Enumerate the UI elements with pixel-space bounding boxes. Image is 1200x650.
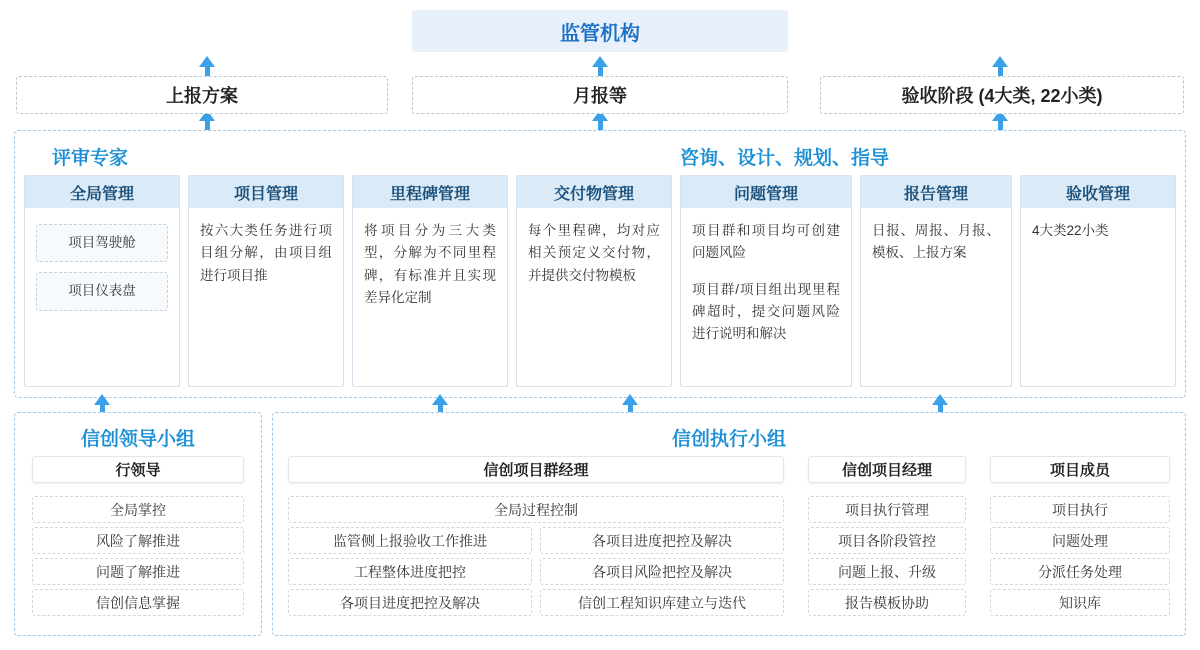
column-paragraph: 日报、周报、月报、模板、上报方案 xyxy=(872,223,1000,261)
column-deliverable-management xyxy=(516,175,672,387)
regulator-box: 监管机构 xyxy=(412,10,788,52)
column-paragraph: 项目群/项目组出现里程碑超时，提交问题风险进行说明和解决 xyxy=(692,281,840,342)
pill-item: 项目仪表盘 xyxy=(36,272,168,310)
column-paragraph: 4大类22小类 xyxy=(1032,223,1109,238)
column-head: 里程碑管理 xyxy=(353,176,507,208)
column-paragraph: 项目群和项目均可创建问题风险 xyxy=(692,223,840,261)
lead-item: 风险了解推进 xyxy=(32,527,244,554)
exec-group-title: 信创执行小组 xyxy=(671,429,786,450)
column-body xyxy=(517,208,671,287)
report-box-monthly: 月报等 xyxy=(412,76,788,114)
arrow-head-col-3 xyxy=(622,394,638,405)
column-global-management xyxy=(24,175,180,387)
column-paragraph: 将项目分为三大类型，分解为不同里程碑，有标准并且实现差异化定制 xyxy=(364,223,496,305)
pill-item: 项目驾驶舱 xyxy=(36,224,168,262)
column-project-management xyxy=(188,175,344,387)
column-head: 交付物管理 xyxy=(517,176,671,208)
project-manager-item: 项目执行管理 xyxy=(808,496,966,523)
report-box-plan: 上报方案 xyxy=(16,76,388,114)
column-issue-management xyxy=(680,175,852,387)
report-box-acceptance: 验收阶段 (4大类, 22小类) xyxy=(820,76,1184,114)
lead-item: 全局掌控 xyxy=(32,496,244,523)
column-acceptance-management xyxy=(1020,175,1176,387)
consult-band-label: 咨询、设计、规划、指导 xyxy=(680,148,890,169)
program-manager-item: 各项目进度把控及解决 xyxy=(288,589,532,616)
program-manager-item: 工程整体进度把控 xyxy=(288,558,532,585)
project-manager-item: 项目各阶段管控 xyxy=(808,527,966,554)
lead-group-header: 行领导 xyxy=(32,456,244,483)
project-manager-item: 问题上报、升级 xyxy=(808,558,966,585)
program-manager-wide-item: 全局过程控制 xyxy=(288,496,784,523)
member-header: 项目成员 xyxy=(990,456,1170,483)
arrow-head-col-2 xyxy=(432,394,448,405)
column-body xyxy=(25,208,179,311)
member-item: 知识库 xyxy=(990,589,1170,616)
column-paragraph: 每个里程碑，均对应相关预定义交付物，并提供交付物模板 xyxy=(528,223,660,283)
program-manager-header: 信创项目群经理 xyxy=(288,456,784,483)
column-head: 验收管理 xyxy=(1021,176,1175,208)
column-head: 项目管理 xyxy=(189,176,343,208)
program-manager-item: 信创工程知识库建立与迭代 xyxy=(540,589,784,616)
member-item: 分派任务处理 xyxy=(990,558,1170,585)
arrow-head-up-0 xyxy=(199,56,215,67)
program-manager-item: 监管侧上报验收工作推进 xyxy=(288,527,532,554)
column-head: 全局管理 xyxy=(25,176,179,208)
lead-item: 信创信息掌握 xyxy=(32,589,244,616)
column-body xyxy=(1021,208,1175,242)
lead-group-title: 信创领导小组 xyxy=(80,429,195,450)
column-body xyxy=(353,208,507,309)
column-head: 问题管理 xyxy=(681,176,851,208)
column-report-management xyxy=(860,175,1012,387)
column-paragraph: 按六大类任务进行项目组分解，由项目组进行项目推 xyxy=(200,223,332,283)
column-head: 报告管理 xyxy=(861,176,1011,208)
column-body xyxy=(681,208,851,345)
arrow-head-col-5 xyxy=(932,394,948,405)
arrow-head-up-1 xyxy=(592,56,608,67)
arrow-head-up-2 xyxy=(992,56,1008,67)
program-manager-item: 各项目风险把控及解决 xyxy=(540,558,784,585)
lead-item: 问题了解推进 xyxy=(32,558,244,585)
project-manager-header: 信创项目经理 xyxy=(808,456,966,483)
column-body xyxy=(861,208,1011,265)
project-manager-item: 报告模板协助 xyxy=(808,589,966,616)
column-milestone-management xyxy=(352,175,508,387)
column-body xyxy=(189,208,343,287)
arrow-head-col-0 xyxy=(94,394,110,405)
member-item: 项目执行 xyxy=(990,496,1170,523)
expert-band-label: 评审专家 xyxy=(52,148,129,169)
program-manager-item: 各项目进度把控及解决 xyxy=(540,527,784,554)
member-item: 问题处理 xyxy=(990,527,1170,554)
